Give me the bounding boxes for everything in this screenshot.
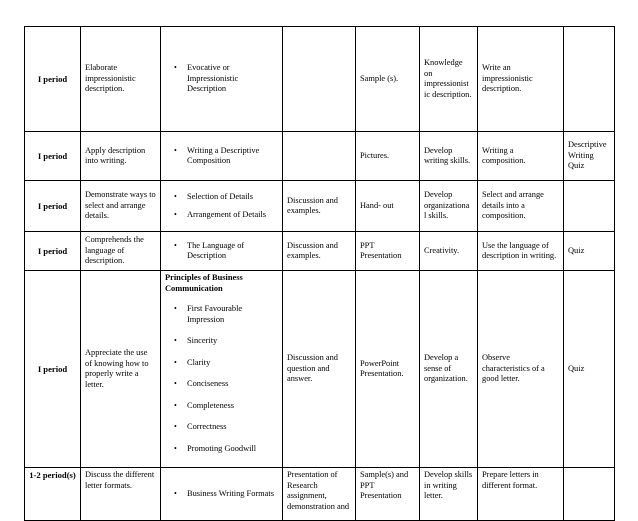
skills-cell: Knowledge on impressionist ic description. bbox=[420, 27, 478, 132]
content-bullet: • Sincerity bbox=[174, 336, 218, 345]
content-bullet: • Promoting Goodwill bbox=[174, 443, 257, 453]
table-row bbox=[25, 232, 615, 271]
contents-cell bbox=[161, 271, 283, 468]
bullet-icon: • bbox=[174, 422, 177, 431]
bullet-icon: • bbox=[174, 400, 177, 410]
activity-cell: Writing a composition. bbox=[478, 132, 564, 181]
bullet-icon: • bbox=[174, 357, 177, 367]
objective-cell: Comprehends the language of description. bbox=[81, 232, 161, 271]
aids-cell: Hand- out bbox=[356, 181, 420, 232]
objective-cell: Appreciate the use of knowing how to properly write a letter. bbox=[81, 271, 161, 468]
objective-cell: Apply description into writing. bbox=[81, 132, 161, 181]
period-cell: I period bbox=[25, 27, 81, 132]
table-row bbox=[25, 271, 615, 468]
bullet-icon: • bbox=[174, 488, 177, 498]
contents-cell bbox=[161, 468, 283, 521]
bullet-icon: • bbox=[174, 191, 177, 201]
contents-cell bbox=[161, 181, 283, 232]
activity-cell: Use the language of description in writing. bbox=[478, 232, 564, 271]
activity-cell: Prepare letters in different format. bbox=[478, 468, 564, 521]
content-bullet: • Selection of Details bbox=[174, 191, 254, 201]
aids-cell: Sample(s) and PPT Presentation bbox=[356, 468, 420, 521]
aids-cell: Sample (s). bbox=[356, 27, 420, 132]
content-bullet: • Writing a Descriptive Composition bbox=[174, 145, 260, 165]
content-bullet: • First Favourable Impression bbox=[174, 304, 243, 324]
objective-cell: Demonstrate ways to select and arrange details. bbox=[81, 181, 161, 232]
objective-cell: Discuss the different letter formats. bbox=[81, 468, 161, 521]
bullet-icon: • bbox=[174, 443, 177, 453]
bullet-icon: • bbox=[174, 145, 177, 155]
content-bullet: • Correctness bbox=[174, 422, 227, 431]
method-cell: Presentation of Research assignment, demonstration and bbox=[283, 468, 356, 521]
table-row bbox=[25, 468, 615, 521]
lesson-plan-table bbox=[24, 26, 615, 521]
method-cell: Discussion and examples. bbox=[283, 232, 356, 271]
skills-cell: Develop writing skills. bbox=[420, 132, 478, 181]
bullet-icon: • bbox=[174, 379, 177, 388]
contents-cell bbox=[161, 232, 283, 271]
content-bullet: • Evocative or Impressionistic Description bbox=[174, 63, 239, 94]
content-bullet: • Business Writing Formats bbox=[174, 488, 274, 498]
assessment-cell bbox=[564, 181, 615, 232]
table-row bbox=[25, 27, 615, 132]
contents-title: Principles of Business Communication bbox=[165, 273, 243, 293]
content-bullet: • Completeness bbox=[174, 400, 234, 410]
method-cell bbox=[283, 132, 356, 181]
content-bullet: • The Language of Description bbox=[174, 240, 245, 260]
activity-cell: Write an impressionistic description. bbox=[478, 27, 564, 132]
bullet-icon: • bbox=[174, 240, 177, 250]
assessment-cell: Quiz bbox=[564, 232, 615, 271]
objective-cell: Elaborate impressionistic description. bbox=[81, 27, 161, 132]
skills-cell: Develop organizationa l skills. bbox=[420, 181, 478, 232]
period-cell: I period bbox=[25, 181, 81, 232]
period-cell: 1-2 period(s) bbox=[25, 468, 81, 521]
period-cell: I period bbox=[25, 271, 81, 468]
period-cell: I period bbox=[25, 232, 81, 271]
contents-cell bbox=[161, 27, 283, 132]
contents-cell bbox=[161, 132, 283, 181]
bullet-icon: • bbox=[174, 210, 177, 219]
assessment-cell bbox=[564, 27, 615, 132]
assessment-cell bbox=[564, 468, 615, 521]
content-bullet: • Conciseness bbox=[174, 379, 229, 388]
method-cell: Discussion and question and answer. bbox=[283, 271, 356, 468]
skills-cell: Develop a sense of organization. bbox=[420, 271, 478, 468]
activity-cell: Observe characteristics of a good letter. bbox=[478, 271, 564, 468]
bullet-icon: • bbox=[174, 63, 177, 73]
method-cell: Discussion and examples. bbox=[283, 181, 356, 232]
skills-cell: Creativity. bbox=[420, 232, 478, 271]
table-row bbox=[25, 181, 615, 232]
bullet-icon: • bbox=[174, 336, 177, 345]
aids-cell: Pictures. bbox=[356, 132, 420, 181]
aids-cell: PPT Presentation bbox=[356, 232, 420, 271]
bullet-icon: • bbox=[174, 304, 177, 313]
activity-cell: Select and arrange details into a composition. bbox=[478, 181, 564, 232]
assessment-cell: Descriptive Writing Quiz bbox=[564, 132, 615, 181]
aids-cell: PowerPoint Presentation. bbox=[356, 271, 420, 468]
content-bullet: • Arrangement of Details bbox=[174, 210, 267, 219]
period-cell: I period bbox=[25, 132, 81, 181]
content-bullet: • Clarity bbox=[174, 357, 211, 367]
skills-cell: Develop skills in writing letter. bbox=[420, 468, 478, 521]
table-row bbox=[25, 132, 615, 181]
method-cell bbox=[283, 27, 356, 132]
assessment-cell: Quiz bbox=[564, 271, 615, 468]
